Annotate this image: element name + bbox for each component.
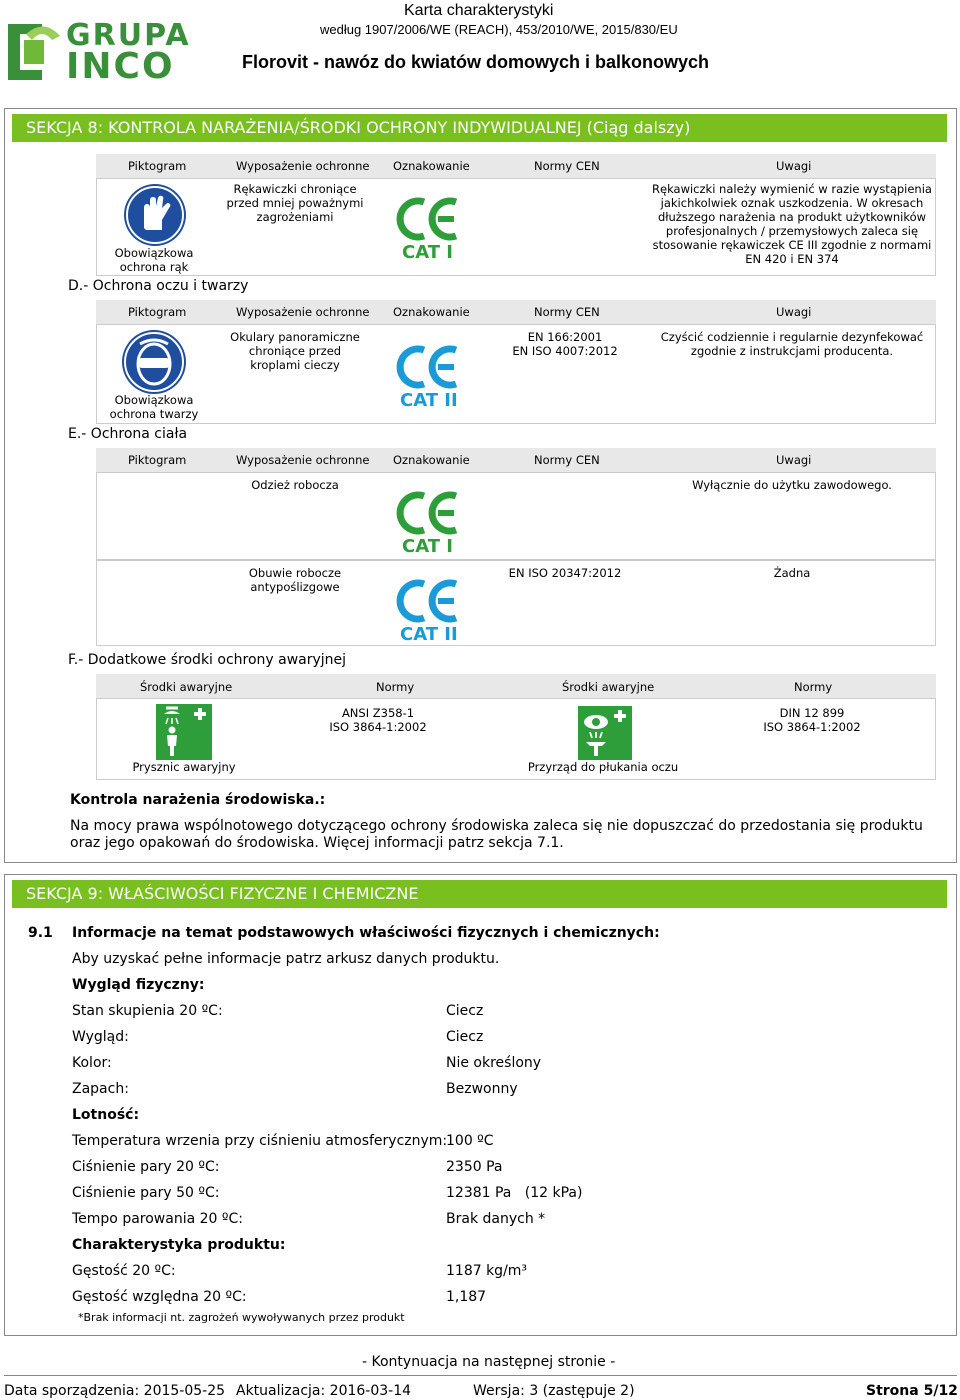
ce-cat2-mark-icon [396,578,460,646]
emergency-norms-1a: ANSI Z358-1 [341,706,415,720]
section-9-title: SEKCJA 9: WŁAŚCIWOŚCI FIZYCZNE I CHEMICZNE [12,880,947,908]
col-equipment: Wyposażenie ochronne [236,159,370,173]
col-equipment: Wyposażenie ochronne [236,453,370,467]
property-label: Zapach: [72,1081,129,1097]
emergency-label-1: Prysznic awaryjny [132,760,236,774]
subsection-intro: Aby uzyskać pełne informacje patrz arkusz danych produktu. [72,951,500,967]
property-value: Ciecz [446,1029,484,1045]
property-label: Gęstość względna 20 ºC: [72,1289,247,1305]
emergency-shower-icon [156,704,212,760]
hands-remarks: Rękawiczki należy wymienić w razie wystąpienia jakichkolwiek oznak uszkodzenia. W okresach dłuższego narażenia na produkt użytkowników profesjonalnych / przemysłowych zaleca się stosowanie rękawiczek CE III zgodnie z normami EN 420 i EN 374 [652,182,932,266]
col-marking: Oznakowanie [393,305,470,319]
logo-text-top: GRUPA [66,18,191,53]
property-label: Ciśnienie pary 20 ºC: [72,1159,220,1175]
col-norms: Normy CEN [534,305,600,319]
col-pictogram: Piktogram [128,159,187,173]
update-date: Aktualizacja: 2016-03-14 [236,1383,412,1399]
gloves-pictogram-icon [124,184,186,246]
col-emergency-1: Środki awaryjne [140,680,233,694]
property-label: Stan skupienia 20 ºC: [72,1003,223,1019]
environment-text: Na mocy prawa wspólnotowego dotyczącego ochrony środowiska zaleca się nie dopuszczać do przedostania się produktu oraz jego opakowań do środowiska. Więcej informacji patrz sekcja 7.1. [70,818,923,851]
body-remarks-2: Żadna [773,566,811,580]
footer-divider [4,1375,957,1376]
col-norms-1: Normy [376,680,415,694]
property-value: 1187 kg/m³ [446,1263,528,1279]
ce-cat1-label: CAT I [402,536,453,557]
logo-text-bottom: INCO [66,46,175,87]
subsection-title: Informacje na temat podstawowych właściwości fizycznych i chemicznych: [72,925,660,941]
version: Wersja: 3 (zastępuje 2) [473,1383,635,1399]
environment-heading: Kontrola narażenia środowiska.: [70,792,326,808]
ce-cat1-mark-icon [396,490,460,558]
body-remarks-1: Wyłącznie do użytku zawodowego. [692,478,892,492]
ce-cat1-mark-icon [396,196,460,264]
col-marking: Oznakowanie [393,453,470,467]
body-equipment-1: Odzież robocza [251,478,339,492]
section-8-title: SEKCJA 8: KONTROLA NARAŻENIA/ŚRODKI OCHRONY INDYWIDUALNEJ (Ciąg dalszy) [12,114,947,142]
emergency-norms-1b: ISO 3864-1:2002 [329,720,427,734]
appearance-heading: Wygląd fizyczny: [72,977,205,993]
property-label: Tempo parowania 20 ºC: [72,1211,243,1227]
footnote: *Brak informacji nt. zagrożeń wywoływanych przez produkt [78,1311,405,1324]
property-value: 1,187 [446,1289,487,1305]
face-shield-pictogram-icon [122,330,186,394]
document-title: Karta charakterystyki [404,2,554,19]
ce-cat2-mark-icon [396,344,460,412]
property-value: Bezwonny [446,1081,518,1097]
col-pictogram: Piktogram [128,453,187,467]
company-logo [4,14,191,87]
col-pictogram: Piktogram [128,305,187,319]
product-name: Florovit - nawóz do kwiatów domowych i balkonowych [242,52,710,72]
col-equipment: Wyposażenie ochronne [236,305,370,319]
col-norms: Normy CEN [534,159,600,173]
col-marking: Oznakowanie [393,159,470,173]
regulation-reference: według 1907/2006/WE (REACH), 453/2010/WE, 2015/830/EU [320,22,678,37]
body-equipment-2: Obuwie robocze antypoślizgowe [248,566,342,594]
ce-cat2-label: CAT II [400,390,458,411]
ce-cat2-label: CAT II [400,624,458,645]
eyewash-station-icon [578,706,632,760]
emergency-label-2: Przyrząd do płukania oczu [527,760,679,774]
col-emergency-2: Środki awaryjne [562,680,655,694]
property-value: Nie określony [446,1055,542,1071]
property-label: Temperatura wrzenia przy ciśnieniu atmosferycznym: [72,1133,448,1149]
body-heading: E.- Ochrona ciała [68,426,188,442]
col-remarks: Uwagi [776,453,812,467]
product-heading: Charakterystyka produktu: [72,1237,286,1253]
emergency-heading: F.- Dodatkowe środki ochrony awaryjnej [68,652,347,668]
col-remarks: Uwagi [776,159,812,173]
property-value: Brak danych * [446,1211,546,1227]
col-norms-2: Normy [794,680,833,694]
creation-date: Data sporządzenia: 2015-05-25 [4,1383,226,1399]
ce-cat1-label: CAT I [402,242,453,263]
subsection-number: 9.1 [28,925,53,941]
hands-equipment: Rękawiczki chroniące przed mniej poważnymi zagrożeniami [226,182,364,224]
property-label: Gęstość 20 ºC: [72,1263,176,1279]
face-norms-1: EN 166:2001 [527,330,603,344]
face-equipment: Okulary panoramiczne chroniące przed kroplami cieczy [230,330,360,372]
property-label: Kolor: [72,1055,112,1071]
emergency-norms-2a: DIN 12 899 [779,706,845,720]
property-label: Ciśnienie pary 50 ºC: [72,1185,220,1201]
page-number: Strona 5/12 [866,1383,958,1399]
property-value: 12381 Pa (12 kPa) [446,1185,583,1201]
property-value: 2350 Pa [446,1159,503,1175]
property-value: 100 ºC [446,1133,494,1149]
body-norms-2: EN ISO 20347:2012 [508,566,622,580]
property-label: Wygląd: [72,1029,129,1045]
volatility-heading: Lotność: [72,1107,140,1123]
continued-note: - Kontynuacja na następnej stronie - [362,1354,616,1370]
col-remarks: Uwagi [776,305,812,319]
face-pictogram-label: Obowiązkowa ochrona twarzy [109,393,199,421]
emergency-norms-2b: ISO 3864-1:2002 [763,720,861,734]
face-heading: D.- Ochrona oczu i twarzy [68,278,249,294]
face-remarks: Czyścić codziennie i regularnie dezynfekować zgodnie z instrukcjami producenta. [660,330,924,358]
face-norms-2: EN ISO 4007:2012 [512,344,618,358]
col-norms: Normy CEN [534,453,600,467]
hands-pictogram-label: Obowiązkowa ochrona rąk [114,246,194,274]
property-value: Ciecz [446,1003,484,1019]
